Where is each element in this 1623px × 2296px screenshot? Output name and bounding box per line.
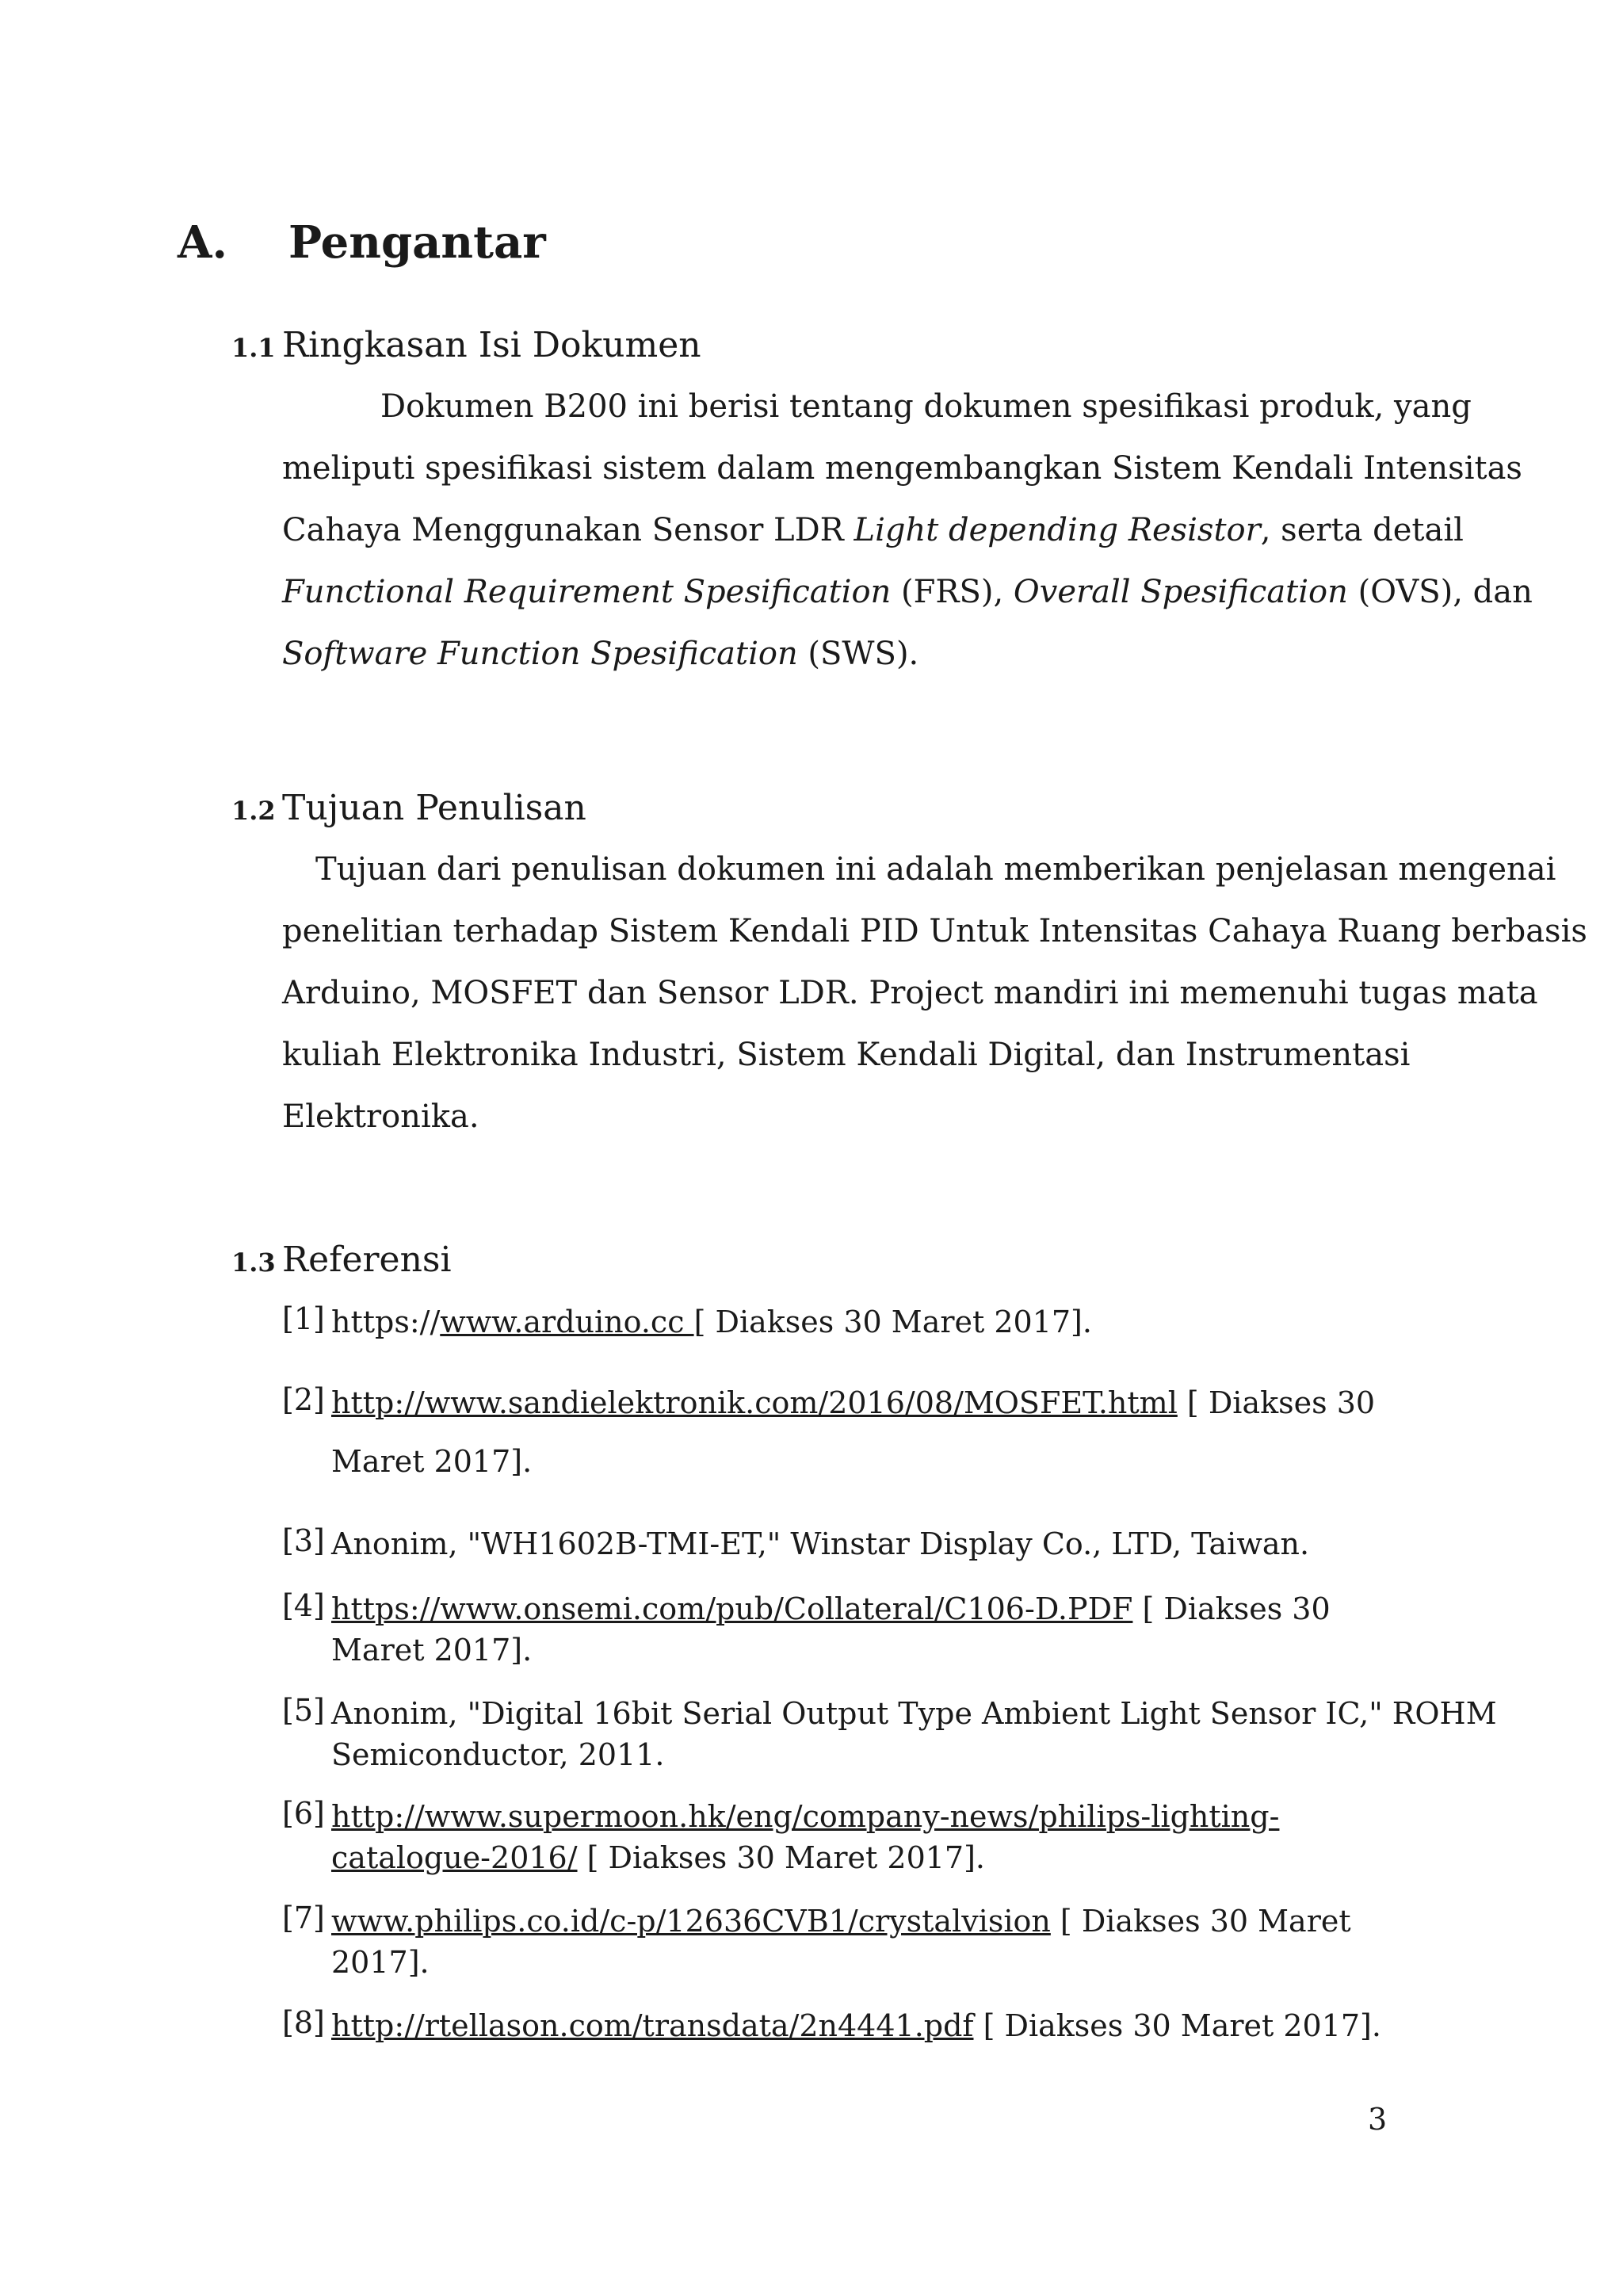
chapter-heading [178,216,546,269]
section-heading-1-2: 1.2 Tujuan Penulisan [231,788,586,828]
page-number: 3 [1368,2102,1388,2137]
reference-link[interactable]: www.philips.co.id/c-p/12636CVB1/crystalvision [331,1904,1051,1939]
section-1-2-paragraph: Tujuan dari penulisan dokumen ini adalah memberikan penjelasan mengenai penelitian terhadap Sistem Kendali PID Untuk Intensitas Cahaya Ruang berbasis Arduino, MOSFET dan Sensor LDR. Project mandiri ini memenuhi tugas mata kuliah Elektronika Industri, Sistem Kendali Digital, dan Instrumentasi Elektronika. [282,851,1587,1135]
reference-link[interactable]: https://www.onsemi.com/pub/Collateral/C106-D.PDF [331,1591,1133,1626]
reference-link[interactable]: http://www.supermoon.hk/eng/company-news/philips-lighting- [331,1799,1280,1834]
chapter-number: A. [178,216,227,269]
reference-link[interactable]: www.arduino.cc [440,1305,694,1339]
reference-link[interactable]: http://www.sandielektronik.com/2016/08/MOSFET.html [331,1385,1178,1420]
section-heading-1-1: 1.1 Ringkasan Isi Dokumen [231,325,701,365]
section-heading-1-3: 1.3 Referensi [231,1240,452,1280]
reference-link[interactable]: http://rtellason.com/transdata/2n4441.pdf [331,2008,974,2043]
chapter-title: Pengantar [288,216,546,269]
section-1-1-paragraph: Dokumen B200 ini berisi tentang dokumen spesifikasi produk, yang meliputi spesifikasi sistem dalam mengembangkan Sistem Kendali Intensitas Cahaya Menggunakan Sensor LDR Light depending Resistor, serta detail Functional Requirement Spesification (FRS), Overall Spesification (OVS), dan Software Function Spesification (SWS). [282,388,1533,672]
document-page: A. Pengantar 1.1 Ringkasan Isi Dokumen Dokumen B200 ini berisi tentang dokumen spesifikasi produk, yang meliputi spesifikasi sistem dalam mengembangkan Sistem Kendali Intensitas Cahaya Menggunakan Sensor LDR Light depending Resistor, serta detail Functional Requirement Spesification (FRS), Overall Spesification (OVS), dan Software Function Spesification (SWS). 1.2 Tujuan Penulisan Tujuan dari penulisan dokumen ini adalah memberikan penjelasan mengenai penelitian terhadap Sistem Kendali PID Untuk Intensitas Cahaya Ruang berbasis Arduino, MOSFET dan Sensor LDR. Project mandiri ini memenuhi tugas mata kuliah Elektronika Industri, Sistem Kendali Digital, dan Instrumentasi Elektronika. 1.3 Referensi [1] https://www.arduino.cc [ Diakses 30 Maret 2017]. [2] http://www.sandielektronik.com/2016/08/MOSFET.html [ Diakses 30 Maret 2017]. [3] Anonim, "WH1602B-TMI-ET," Winstar Display Co., LTD, Taiwan. [4] https://www.onsemi.com/pub/Collateral/C106-D.PDF [ Diakses 30 Maret 2017]. [5] Anonim, "Digital 16bit Serial Output Type Ambient Light Sensor IC," ROHM Semiconductor, 2011. [6] http://www.supermoon.hk/eng/company-news/philips-lighting- catalogue-2016/ [ Diakses 30 Maret 2017]. [7] www.philips.co.id/c-p/12636CVB1/crystalvision [ Diakses 30 Maret 2017]. [8] http://rtellason.com/transdata/2n4441.pdf [ Diakses 30 Maret 2017]. 3 [178,216,1587,2137]
reference-link[interactable]: catalogue-2016/ [331,1840,578,1875]
